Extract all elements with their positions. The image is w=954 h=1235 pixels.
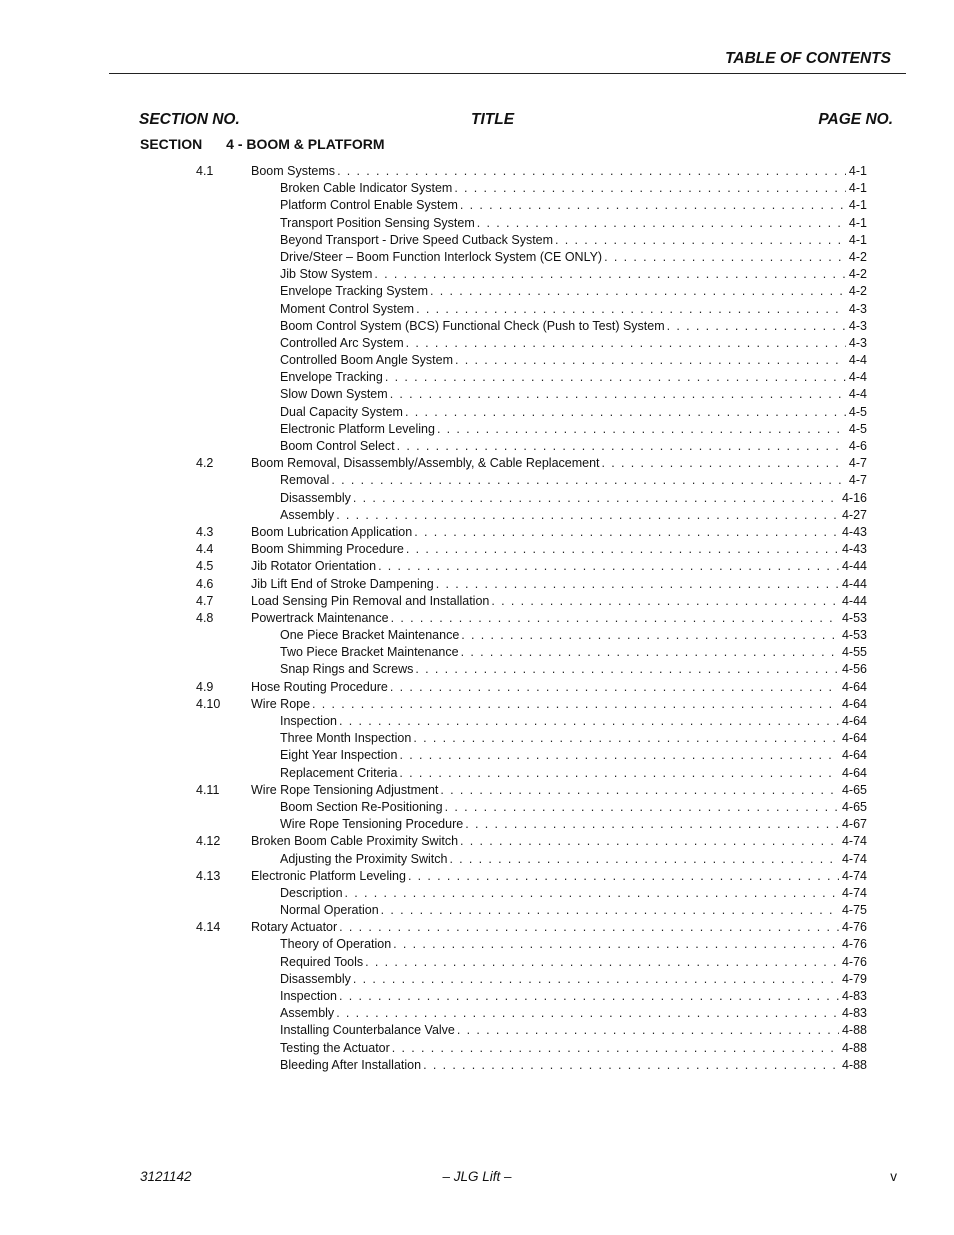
footer-doc-number: 3121142 [140, 1169, 192, 1184]
toc-entry-title: Broken Boom Cable Proximity Switch [251, 834, 459, 849]
toc-entry[interactable] [196, 868, 867, 885]
toc-entry[interactable] [196, 301, 867, 318]
toc-entry-title: Boom Removal, Disassembly/Assembly, & Cable Replacement [251, 456, 600, 471]
dot-leader [336, 1005, 839, 1022]
toc-entry[interactable] [196, 936, 867, 953]
toc-entry[interactable] [196, 318, 867, 335]
dot-leader [461, 644, 839, 661]
toc-entry-page: 4-83 [841, 1006, 867, 1021]
toc-entry-title: Assembly [280, 1006, 335, 1021]
toc-entry[interactable] [196, 799, 867, 816]
toc-entry-line [251, 593, 867, 610]
toc-entry[interactable] [196, 472, 867, 489]
toc-entry[interactable] [196, 696, 867, 713]
toc-entry-title: Description [280, 885, 343, 900]
dot-leader [416, 301, 846, 318]
footer-page-number: v [890, 1169, 897, 1184]
toc-entry-title: Envelope Tracking System [280, 284, 428, 299]
dot-leader [336, 507, 839, 524]
toc-entry-number: 4.11 [196, 782, 220, 797]
dot-leader [477, 215, 846, 232]
toc-entry-number: 4.1 [196, 164, 214, 178]
toc-entry-page: 4-76 [841, 920, 867, 935]
toc-entry-title: Removal [280, 473, 330, 488]
toc-entry-number: 4.12 [196, 834, 221, 849]
toc-entry-title: One Piece Bracket Maintenance [280, 628, 460, 643]
toc-entry-page: 4-43 [841, 542, 867, 557]
toc-entry-title: Dual Capacity System [280, 404, 403, 419]
toc-entry-line [251, 455, 867, 472]
dot-leader [455, 352, 846, 369]
toc-entry-page: 4-74 [841, 868, 867, 883]
toc-entry[interactable] [196, 558, 867, 575]
section-label: SECTION [140, 136, 203, 152]
toc-entry-page: 4-83 [841, 989, 867, 1003]
toc-entry-page: 4-74 [841, 834, 867, 849]
toc-entry-line [280, 421, 867, 438]
toc-entry[interactable] [196, 404, 867, 421]
toc-entry-line [280, 730, 867, 747]
toc-entry-page: 4-65 [841, 799, 867, 814]
toc-entry-line [251, 541, 867, 558]
toc-entry-title: Jib Lift End of Stroke Dampening [251, 576, 434, 591]
toc-entry-line [251, 868, 867, 885]
toc-entry[interactable] [196, 816, 867, 833]
toc-entry[interactable] [196, 507, 867, 524]
toc-entry-title: Wire Rope Tensioning Procedure [280, 817, 464, 832]
toc-entry-page: 4-2 [848, 284, 867, 299]
toc-entry-title: Electronic Platform Leveling [251, 868, 406, 883]
toc-entry-line [280, 765, 867, 782]
toc-entry-title: Electronic Platform Leveling [280, 421, 435, 436]
dot-leader [381, 902, 839, 919]
toc-entry-line [280, 404, 867, 421]
toc-entry-page: 4-43 [841, 524, 867, 539]
toc-entry-line [280, 180, 867, 197]
dot-leader [353, 490, 839, 507]
toc-entry-line [280, 266, 867, 283]
dot-leader [374, 266, 846, 283]
toc-entry-title: Drive/Steer – Boom Function Interlock System (CE ONLY) [280, 249, 603, 264]
toc-entry-page: 4-5 [848, 421, 867, 436]
dot-leader [445, 799, 839, 816]
toc-entry-title: Envelope Tracking [280, 370, 383, 385]
toc-entry-title: Boom Control Select [280, 439, 395, 453]
toc-entry-page: 4-65 [841, 782, 867, 797]
toc-entry-title: Three Month Inspection [280, 731, 412, 746]
toc-entry-line [280, 1005, 867, 1022]
column-header-page: PAGE NO. [818, 111, 893, 128]
toc-entry[interactable] [196, 215, 867, 232]
toc-entry-title: Boom Systems [251, 164, 336, 178]
toc-entry[interactable] [196, 971, 867, 988]
toc-entry-page: 4-1 [848, 181, 867, 196]
toc-entry[interactable] [196, 902, 867, 919]
toc-entry-line [280, 490, 867, 507]
toc-entry-title: Required Tools [280, 954, 364, 969]
dot-leader [423, 1057, 839, 1074]
toc-entry-line [280, 936, 867, 953]
toc-entry-title: Beyond Transport - Drive Speed Cutback System [280, 232, 554, 247]
toc-entry-line [280, 197, 867, 214]
toc-entry-title: Wire Rope [251, 696, 311, 711]
toc-entry-title: Installing Counterbalance Valve [280, 1023, 455, 1038]
page-header-title: TABLE OF CONTENTS [725, 50, 891, 67]
dot-leader [440, 782, 839, 799]
toc-entry-line [280, 902, 867, 919]
toc-entry-line [280, 215, 867, 232]
toc-entry[interactable] [196, 421, 867, 438]
toc-entry-page: 4-4 [848, 387, 867, 402]
toc-entry[interactable] [196, 593, 867, 610]
toc-entry[interactable] [196, 524, 867, 541]
dot-leader [385, 369, 846, 386]
toc-entry-line [280, 747, 867, 764]
toc-entry-line [280, 627, 867, 644]
dot-leader [390, 386, 846, 403]
toc-entry-line [280, 335, 867, 352]
toc-entry-page: 4-5 [848, 404, 867, 419]
toc-entry[interactable] [196, 747, 867, 764]
toc-entry-page: 4-7 [848, 473, 867, 488]
toc-entry-page: 4-74 [841, 851, 867, 866]
toc-entry[interactable] [196, 627, 867, 644]
dot-leader [454, 180, 846, 197]
toc-entry-page: 4-2 [848, 249, 867, 264]
dot-leader [449, 851, 839, 868]
dot-leader [465, 816, 839, 833]
toc-entry-line [280, 816, 867, 833]
toc-entry-page: 4-6 [848, 439, 867, 453]
section-heading [140, 136, 385, 152]
toc-entry-page: 4-64 [841, 731, 867, 746]
dot-leader [460, 833, 839, 850]
toc-entry-title: Transport Position Sensing System [280, 215, 475, 230]
toc-entry[interactable] [196, 1057, 867, 1074]
toc-entry-line [251, 833, 867, 850]
toc-entry-title: Disassembly [280, 490, 351, 505]
toc-entry-page: 4-79 [841, 971, 867, 986]
toc-entry[interactable] [196, 490, 867, 507]
toc-entry-line [280, 318, 867, 335]
toc-entry[interactable] [196, 283, 867, 300]
toc-entry-page: 4-75 [841, 903, 867, 918]
toc-entry[interactable] [196, 1040, 867, 1057]
toc-entry[interactable] [196, 1022, 867, 1039]
toc-entry-line [280, 249, 867, 266]
dot-leader [491, 593, 839, 610]
dot-leader [405, 404, 846, 421]
toc-entry-title: Inspection [280, 989, 337, 1003]
toc-entry-title: Load Sensing Pin Removal and Installation [251, 593, 490, 608]
dot-leader [397, 438, 846, 455]
toc-entry-page: 4-64 [841, 765, 867, 780]
toc-entry-page: 4-55 [841, 645, 867, 660]
toc-entry-title: Boom Control System (BCS) Functional Check (Push to Test) System [280, 318, 665, 333]
toc-entry[interactable] [196, 197, 867, 214]
toc-entry-page: 4-2 [848, 267, 867, 282]
footer-brand: – JLG Lift – [442, 1169, 512, 1184]
toc-entry[interactable] [196, 919, 867, 936]
toc-entry-line [280, 507, 867, 524]
toc-entry-page: 4-1 [848, 215, 867, 230]
toc-entry-page: 4-88 [841, 1040, 867, 1055]
toc-entry-title: Controlled Arc System [280, 335, 404, 350]
toc-entry-line [280, 661, 867, 678]
dot-leader [339, 919, 839, 936]
toc-entry[interactable] [196, 249, 867, 266]
dot-leader [555, 232, 846, 249]
toc-entry-line [251, 679, 867, 696]
toc-entry[interactable] [196, 610, 867, 627]
toc-entry-title: Moment Control System [280, 301, 415, 316]
toc-entry-page: 4-1 [848, 198, 867, 213]
toc-entry[interactable] [196, 730, 867, 747]
dot-leader [339, 713, 839, 730]
toc-entry-line [280, 472, 867, 489]
section-number: 4 [226, 136, 234, 152]
toc-entry-page: 4-27 [841, 507, 867, 522]
toc-entry-number: 4.13 [196, 868, 221, 883]
toc-entry-title: Platform Control Enable System [280, 198, 458, 213]
toc-entry[interactable] [196, 163, 867, 180]
toc-entry-line [280, 713, 867, 730]
toc-entry-title: Hose Routing Procedure [251, 679, 388, 694]
toc-entry-line [280, 954, 867, 971]
toc-entry-page: 4-3 [848, 318, 867, 333]
toc-entry-title: Rotary Actuator [251, 920, 338, 935]
toc-entry-page: 4-53 [841, 610, 867, 625]
toc-entry-title: Replacement Criteria [280, 765, 398, 780]
dot-leader [457, 1022, 839, 1039]
toc-entry[interactable] [196, 335, 867, 352]
toc-entry-line [280, 386, 867, 403]
header-rule [109, 73, 906, 74]
toc-entry[interactable] [196, 782, 867, 799]
toc-entry[interactable] [196, 954, 867, 971]
toc-list [196, 163, 867, 1074]
toc-entry-number: 4.8 [196, 610, 214, 625]
toc-entry-line [251, 163, 867, 180]
toc-entry-title: Two Piece Bracket Maintenance [280, 645, 459, 660]
toc-entry-line [251, 919, 867, 936]
toc-entry[interactable] [196, 266, 867, 283]
toc-entry-page: 4-76 [841, 954, 867, 969]
toc-entry[interactable] [196, 576, 867, 593]
toc-entry-number: 4.10 [196, 696, 221, 711]
column-header-section: SECTION NO. [139, 111, 240, 128]
toc-entry-title: Disassembly [280, 971, 351, 986]
toc-entry-title: Theory of Operation [280, 937, 392, 952]
toc-entry-number: 4.3 [196, 524, 214, 539]
toc-entry-line [280, 885, 867, 902]
toc-entry-page: 4-1 [848, 164, 867, 178]
toc-entry-page: 4-44 [841, 593, 867, 608]
toc-entry-page: 4-74 [841, 885, 867, 900]
toc-entry[interactable] [196, 679, 867, 696]
toc-entry-line [280, 438, 867, 455]
toc-entry-page: 4-44 [841, 559, 867, 574]
toc-entry-title: Powertrack Maintenance [251, 610, 389, 625]
dot-leader [390, 679, 839, 696]
dot-leader [392, 1040, 839, 1057]
dot-leader [345, 885, 839, 902]
dot-leader [406, 335, 846, 352]
toc-entry-page: 4-4 [848, 353, 867, 368]
section-title: - BOOM & PLATFORM [237, 136, 385, 152]
toc-entry-title: Wire Rope Tensioning Adjustment [251, 782, 439, 797]
toc-entry-page: 4-53 [841, 628, 867, 643]
toc-entry-line [280, 851, 867, 868]
dot-leader [406, 541, 839, 558]
toc-entry[interactable] [196, 232, 867, 249]
dot-leader [408, 868, 839, 885]
toc-entry-page: 4-64 [841, 748, 867, 763]
toc-entry-title: Normal Operation [280, 903, 379, 918]
dot-leader [393, 936, 839, 953]
toc-entry-line [251, 576, 867, 593]
toc-entry-number: 4.9 [196, 679, 214, 694]
toc-entry-page: 4-64 [841, 696, 867, 711]
dot-leader [339, 988, 839, 1005]
toc-entry-line [251, 696, 867, 713]
toc-entry-number: 4.6 [196, 576, 214, 591]
toc-entry-line [251, 524, 867, 541]
toc-entry-page: 4-1 [848, 232, 867, 247]
toc-entry-title: Boom Shimming Procedure [251, 542, 404, 557]
dot-leader [602, 455, 846, 472]
dot-leader [413, 730, 839, 747]
toc-entry-title: Boom Section Re-Positioning [280, 799, 443, 814]
toc-entry-title: Assembly [280, 507, 335, 522]
toc-entry-line [280, 369, 867, 386]
toc-entry-title: Boom Lubrication Application [251, 524, 413, 539]
toc-entry-line [251, 782, 867, 799]
toc-entry-title: Bleeding After Installation [280, 1057, 422, 1072]
toc-entry[interactable] [196, 765, 867, 782]
toc-entry-number: 4.14 [196, 920, 221, 935]
dot-leader [604, 249, 846, 266]
toc-entry[interactable] [196, 369, 867, 386]
dot-leader [436, 576, 839, 593]
toc-entry-line [251, 558, 867, 575]
toc-entry-line [280, 971, 867, 988]
toc-entry-page: 4-88 [841, 1023, 867, 1038]
toc-entry-line [280, 1040, 867, 1057]
dot-leader [460, 197, 846, 214]
toc-entry[interactable] [196, 386, 867, 403]
toc-entry-title: Testing the Actuator [280, 1040, 390, 1055]
toc-entry-title: Jib Rotator Orientation [251, 559, 377, 574]
dot-leader [399, 747, 839, 764]
toc-entry[interactable] [196, 180, 867, 197]
toc-entry-page: 4-88 [841, 1057, 867, 1072]
dot-leader [461, 627, 839, 644]
toc-entry-line [280, 283, 867, 300]
dot-leader [353, 971, 839, 988]
toc-entry-title: Eight Year Inspection [280, 748, 398, 763]
toc-entry-line [280, 644, 867, 661]
toc-entry-number: 4.5 [196, 559, 214, 574]
toc-entry-number: 4.4 [196, 542, 214, 557]
toc-entry[interactable] [196, 885, 867, 902]
toc-entry-page: 4-64 [841, 679, 867, 694]
toc-entry-title: Adjusting the Proximity Switch [280, 851, 448, 866]
toc-entry[interactable] [196, 988, 867, 1005]
toc-entry-line [251, 610, 867, 627]
column-header-title: TITLE [471, 111, 515, 128]
dot-leader [378, 558, 839, 575]
dot-leader [414, 524, 839, 541]
dot-leader [415, 661, 839, 678]
toc-entry-line [280, 232, 867, 249]
toc-entry-line [280, 1057, 867, 1074]
toc-entry-page: 4-7 [848, 456, 867, 471]
dot-leader [667, 318, 846, 335]
toc-entry[interactable] [196, 661, 867, 678]
dot-leader [391, 610, 839, 627]
toc-entry-page: 4-16 [841, 490, 867, 505]
toc-entry-number: 4.7 [196, 593, 214, 608]
toc-entry[interactable] [196, 833, 867, 850]
toc-entry-page: 4-64 [841, 714, 867, 728]
dot-leader [399, 765, 839, 782]
toc-entry-page: 4-44 [841, 576, 867, 591]
toc-entry-page: 4-3 [848, 335, 867, 350]
dot-leader [430, 283, 846, 300]
dot-leader [437, 421, 846, 438]
toc-entry[interactable] [196, 352, 867, 369]
toc-entry-title: Controlled Boom Angle System [280, 353, 454, 368]
toc-entry-title: Broken Cable Indicator System [280, 181, 453, 196]
toc-entry-page: 4-67 [841, 817, 867, 832]
toc-entry[interactable] [196, 455, 867, 472]
toc-entry[interactable] [196, 541, 867, 558]
toc-entry-number: 4.2 [196, 456, 214, 471]
toc-entry-line [280, 301, 867, 318]
toc-entry[interactable] [196, 851, 867, 868]
toc-entry-line [280, 988, 867, 1005]
toc-entry-page: 4-4 [848, 370, 867, 385]
dot-leader [365, 954, 839, 971]
toc-entry-page: 4-56 [841, 662, 867, 677]
dot-leader [331, 472, 846, 489]
toc-entry[interactable] [196, 713, 867, 730]
toc-entry-page: 4-76 [841, 937, 867, 952]
toc-entry-line [280, 799, 867, 816]
toc-entry[interactable] [196, 438, 867, 455]
toc-entry-line [280, 1022, 867, 1039]
toc-entry-title: Snap Rings and Screws [280, 662, 414, 677]
toc-entry-title: Jib Stow System [280, 267, 373, 282]
toc-entry-title: Inspection [280, 714, 337, 728]
toc-entry-line [280, 352, 867, 369]
dot-leader [337, 163, 846, 180]
toc-entry[interactable] [196, 644, 867, 661]
dot-leader [312, 696, 839, 713]
toc-entry-title: Slow Down System [280, 387, 388, 402]
toc-entry-page: 4-3 [848, 301, 867, 316]
toc-entry[interactable] [196, 1005, 867, 1022]
